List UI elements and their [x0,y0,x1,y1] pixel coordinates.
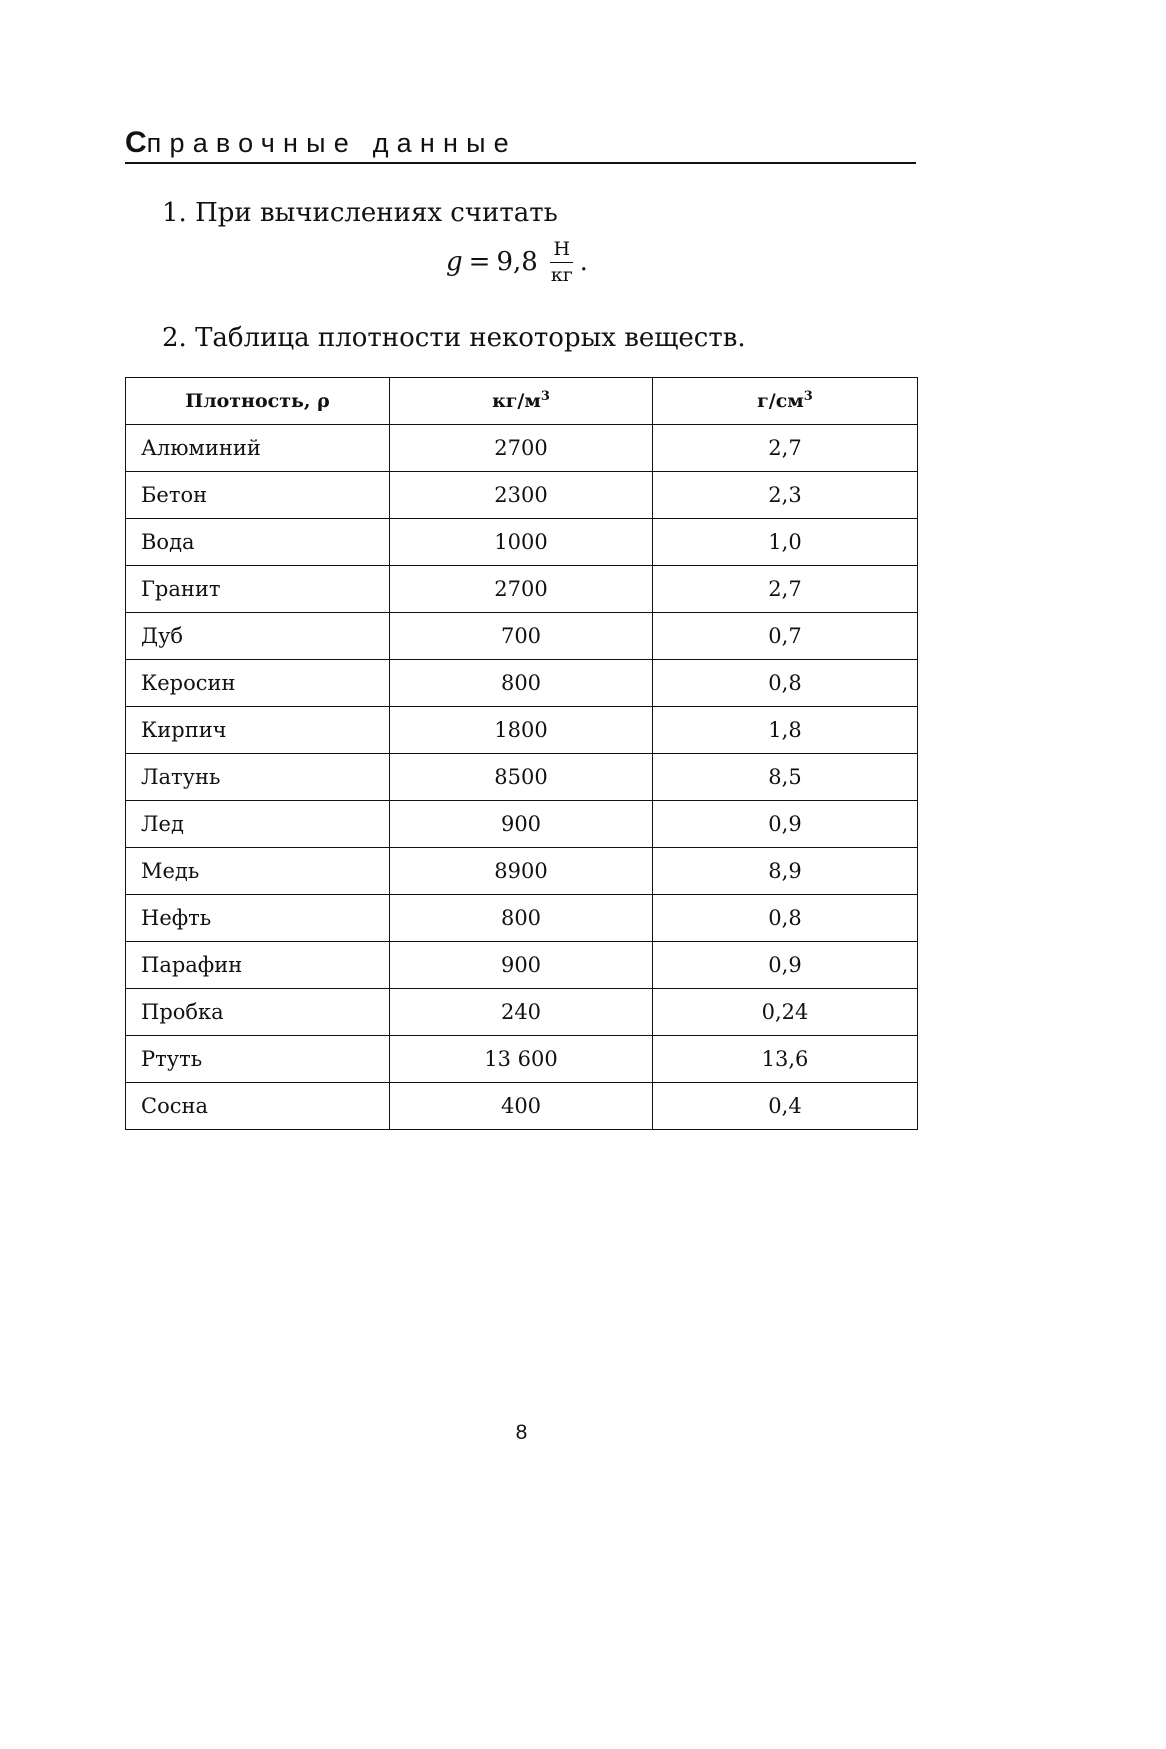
density-g-cm3: 0,4 [653,1083,918,1130]
formula-value: 9,8 [496,247,538,277]
header-g-per-cm3 [653,378,918,425]
density-kg-m3: 800 [390,895,653,942]
density-g-cm3: 13,6 [653,1036,918,1083]
density-g-cm3: 2,3 [653,472,918,519]
substance-name: Бетон [126,472,390,519]
header-g-per-cm3-exponent: 3 [803,389,813,404]
table-row [126,895,918,942]
page-title-initial: С [125,126,147,159]
table-row [126,1036,918,1083]
table-row [126,942,918,989]
substance-name: Латунь [126,754,390,801]
table-row [126,613,918,660]
item-2-text: 2. Таблица плотности некоторых веществ. [162,323,746,353]
page-title [125,124,916,164]
substance-name: Керосин [126,660,390,707]
table-row [126,848,918,895]
formula-equals: = [468,247,491,277]
density-kg-m3: 800 [390,660,653,707]
substance-name: Гранит [126,566,390,613]
substance-name: Медь [126,848,390,895]
density-table [125,377,918,1130]
substance-name: Дуб [126,613,390,660]
density-kg-m3: 8500 [390,754,653,801]
header-g-per-cm3-base: г/см [757,390,804,412]
density-g-cm3: 0,7 [653,613,918,660]
substance-name: Лед [126,801,390,848]
density-kg-m3: 900 [390,942,653,989]
table-row [126,801,918,848]
density-kg-m3: 900 [390,801,653,848]
gravity-formula [446,232,588,292]
table-row [126,1083,918,1130]
density-kg-m3: 2700 [390,566,653,613]
formula-variable: g [446,247,463,277]
table-header-row [126,378,918,425]
density-kg-m3: 240 [390,989,653,1036]
header-kg-per-m3-exponent: 3 [540,389,550,404]
density-kg-m3: 1800 [390,707,653,754]
page-number: 8 [515,1421,528,1444]
density-g-cm3: 0,8 [653,895,918,942]
density-g-cm3: 0,24 [653,989,918,1036]
density-g-cm3: 8,5 [653,754,918,801]
density-g-cm3: 2,7 [653,566,918,613]
substance-name: Пробка [126,989,390,1036]
substance-name: Вода [126,519,390,566]
density-g-cm3: 0,9 [653,942,918,989]
density-g-cm3: 8,9 [653,848,918,895]
density-g-cm3: 1,0 [653,519,918,566]
density-g-cm3: 1,8 [653,707,918,754]
substance-name: Кирпич [126,707,390,754]
item-1-text: 1. При вычислениях считать [162,198,558,228]
formula-end: . [579,247,588,277]
table-row [126,707,918,754]
table-row [126,566,918,613]
table-row [126,425,918,472]
substance-name: Ртуть [126,1036,390,1083]
formula-unit-denominator: кг [550,263,573,286]
density-g-cm3: 0,8 [653,660,918,707]
substance-name: Парафин [126,942,390,989]
table-row [126,472,918,519]
density-kg-m3: 1000 [390,519,653,566]
density-g-cm3: 2,7 [653,425,918,472]
density-kg-m3: 400 [390,1083,653,1130]
substance-name: Нефть [126,895,390,942]
header-kg-per-m3 [390,378,653,425]
page-title-rest: правочные данные [146,128,517,158]
substance-name: Сосна [126,1083,390,1130]
density-g-cm3: 0,9 [653,801,918,848]
table-row [126,989,918,1036]
substance-name: Алюминий [126,425,390,472]
table-row [126,754,918,801]
density-kg-m3: 700 [390,613,653,660]
density-kg-m3: 2300 [390,472,653,519]
formula-unit-fraction [548,237,576,286]
formula-unit-numerator: Н [550,240,573,263]
density-kg-m3: 13 600 [390,1036,653,1083]
header-density: Плотность, ρ [126,378,390,425]
table-row [126,519,918,566]
table-row [126,660,918,707]
density-kg-m3: 2700 [390,425,653,472]
density-kg-m3: 8900 [390,848,653,895]
header-kg-per-m3-base: кг/м [492,390,541,412]
